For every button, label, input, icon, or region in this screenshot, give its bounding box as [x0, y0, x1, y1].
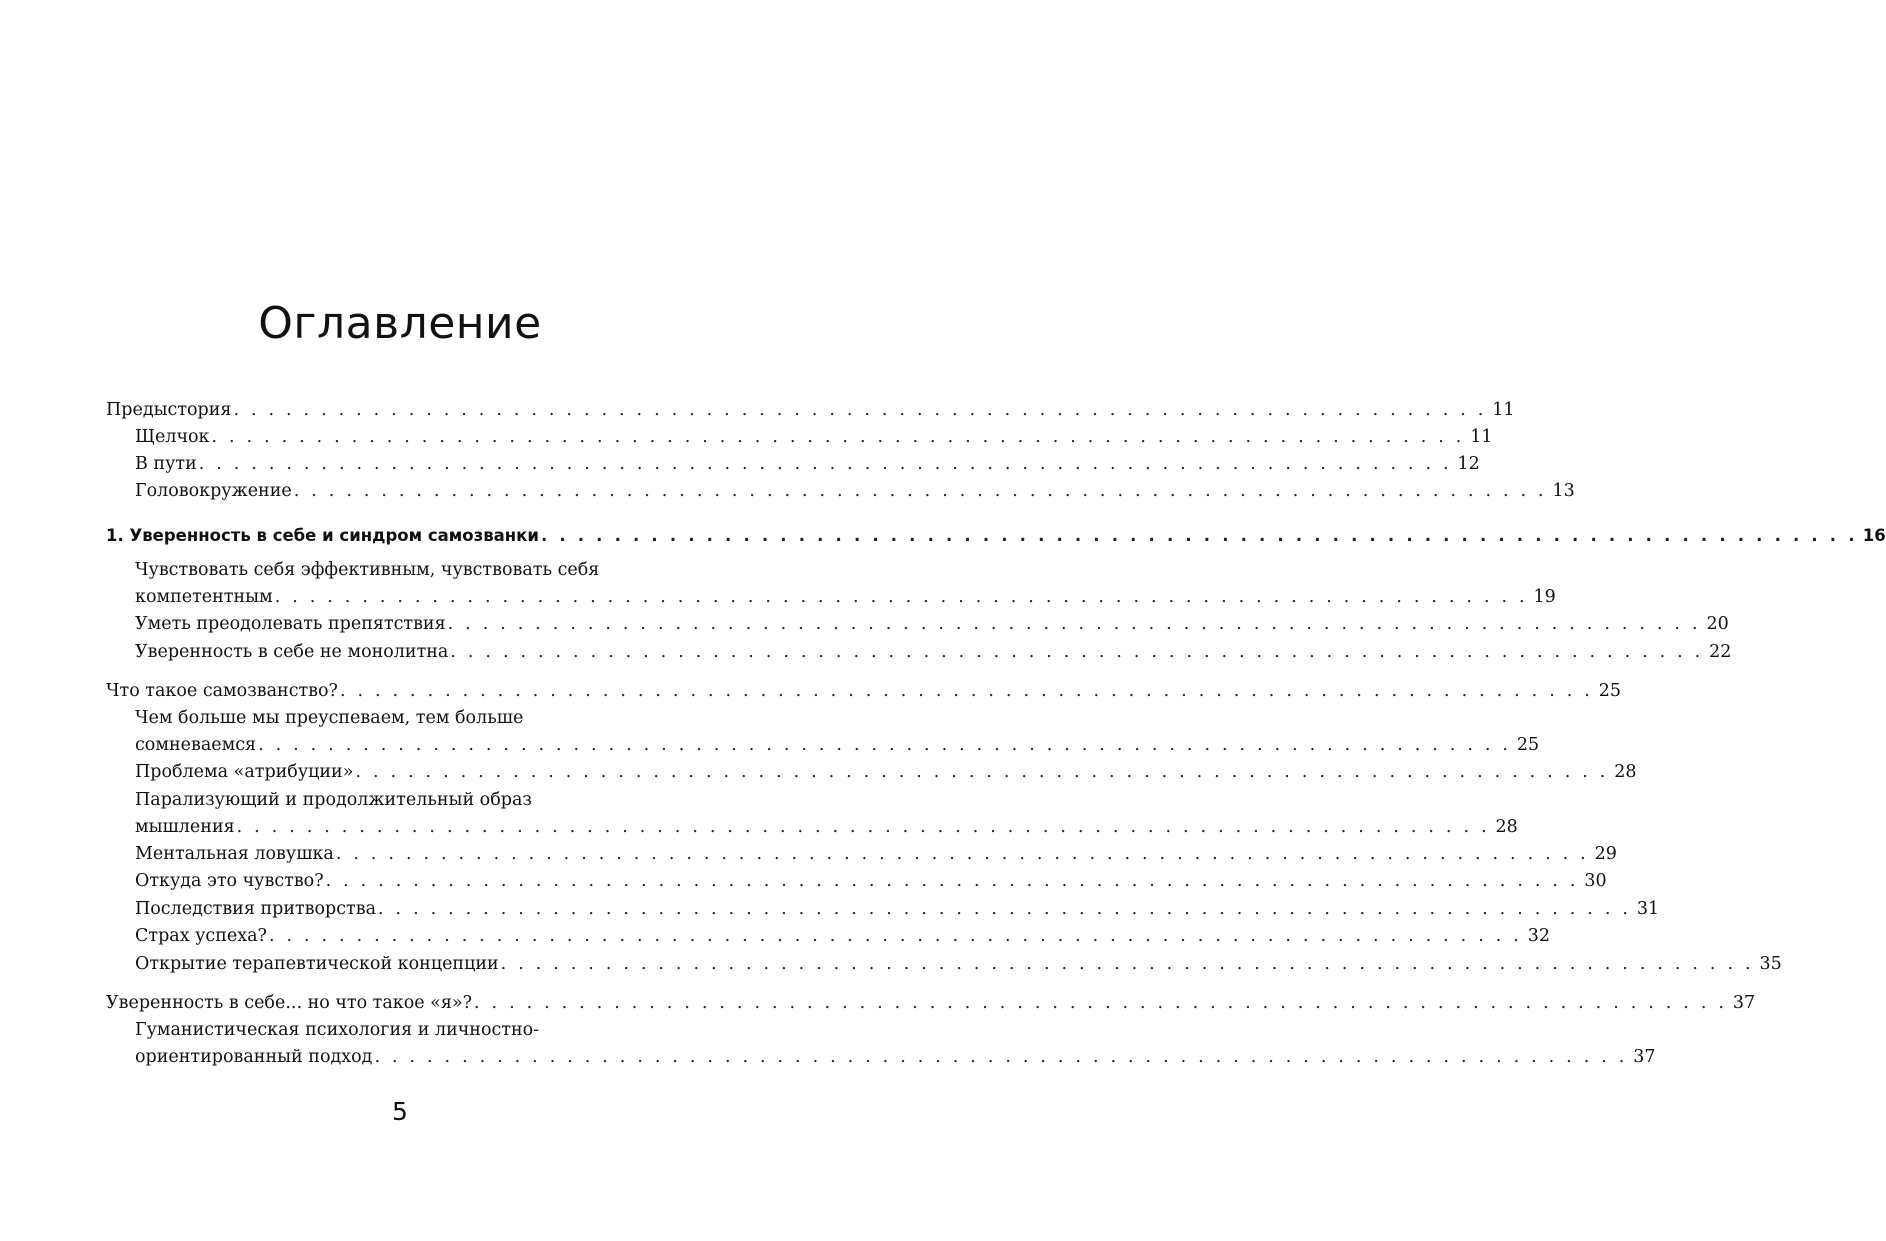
leader-dots: . . . . . . . . . . . . . . . . . . . . . . . . . . . . . . . . . . . . . . . . . . . . . . . . . . . . . . . . . . . . . . . . . . . . . . . .: [335, 844, 1589, 864]
toc-entry-fear-of-success[interactable]: [135, 924, 1551, 948]
toc-entry-label-line1[interactable]: Чувствовать себя эффективным, чувствовать себя: [135, 560, 600, 580]
toc-entry-page: 25: [1516, 735, 1540, 755]
toc-entry-doubt[interactable]: [135, 733, 1540, 757]
toc-entry-page: 13: [1552, 481, 1575, 501]
page-number: 5: [392, 1097, 408, 1126]
toc-entry-person-centered[interactable]: [135, 1045, 1656, 1069]
toc-entry-page: 20: [1706, 614, 1729, 634]
leader-dots: . . . . . . . . . . . . . . . . . . . . . . . . . . . . . . . . . . . . . . . . . . . . . . . . . . . . . . . . . . . . . . . . . . . . . . . .: [339, 681, 1594, 701]
toc-entry-label: Головокружение: [135, 481, 292, 501]
toc-entry-label-line1[interactable]: Парализующий и продолжительный образ: [135, 790, 532, 810]
leader-dots: . . . . . . . . . . . . . . . . . . . . . . . . . . . . . . . . . . . . . . . . . . . . . . . . . . . . . . . . . . . . . . . . . . . . . . . .: [447, 614, 1701, 634]
toc-entry-label-line1[interactable]: Чем больше мы преуспеваем, тем больше: [135, 708, 524, 728]
leader-dots: . . . . . . . . . . . . . . . . . . . . . . . . . . . . . . . . . . . . . . . . . . . . . . . . . . . . . . . . . . . . . . . . . . . . . . . .: [450, 642, 1704, 662]
toc-entry-label: Уверенность в себе не монолитна: [135, 642, 449, 662]
toc-entry-label: Проблема «атрибуции»: [135, 762, 354, 782]
leader-dots: . . . . . . . . . . . . . . . . . . . . . . . . . . . . . . . . . . . . . . . . . . . . . . . . . . . . . . . . . . . . . . . . . . . . . . . .: [540, 526, 1858, 545]
toc-entry-therapeutic-concept[interactable]: [135, 952, 1782, 976]
leader-dots: . . . . . . . . . . . . . . . . . . . . . . . . . . . . . . . . . . . . . . . . . . . . . . . . . . . . . . . . . . . . . . . . . . . . . . . .: [211, 427, 1465, 447]
toc-entry-label: Щелчок: [135, 427, 210, 447]
toc-entry-page: 11: [1470, 427, 1493, 447]
leader-dots: . . . . . . . . . . . . . . . . . . . . . . . . . . . . . . . . . . . . . . . . . . . . . . . . . . . . . . . . . . . . . . . . . . . . . . . .: [236, 817, 1490, 837]
toc-chapter-page: 16: [1862, 526, 1886, 545]
toc-entry-label: Ментальная ловушка: [135, 844, 334, 864]
toc-entry-dizziness[interactable]: [135, 479, 1575, 503]
toc-entry-click[interactable]: [135, 425, 1493, 449]
toc-chapter-1[interactable]: [106, 524, 1886, 548]
toc-entry-label: сомневаемся: [135, 735, 257, 755]
toc-entry-page: 37: [1732, 993, 1756, 1013]
toc-entry-page: 19: [1533, 587, 1556, 607]
toc-entry-where-feeling[interactable]: [135, 869, 1607, 893]
leader-dots: . . . . . . . . . . . . . . . . . . . . . . . . . . . . . . . . . . . . . . . . . . . . . . . . . . . . . . . . . . . . . . . . . . . . . . . .: [500, 954, 1754, 974]
toc-entry-label: Что такое самозванство?: [106, 681, 338, 701]
toc-entry-page: 22: [1709, 642, 1732, 662]
toc-entry-label: Уметь преодолевать препятствия: [135, 614, 446, 634]
leader-dots: . . . . . . . . . . . . . . . . . . . . . . . . . . . . . . . . . . . . . . . . . . . . . . . . . . . . . . . . . . . . . . . . . . . . . . . .: [268, 926, 1523, 946]
toc-entry-label: Открытие терапевтической концепции: [135, 954, 499, 974]
toc-entry-label: Последствия притворства: [135, 899, 377, 919]
toc-entry-label: Уверенность в себе... но что такое «я»?: [106, 993, 473, 1013]
toc-entry-pretending[interactable]: [135, 897, 1660, 921]
toc-entry-obstacles[interactable]: [135, 612, 1729, 636]
toc-entry-not-monolithic[interactable]: [135, 640, 1732, 664]
leader-dots: . . . . . . . . . . . . . . . . . . . . . . . . . . . . . . . . . . . . . . . . . . . . . . . . . . . . . . . . . . . . . . . . . . . . . . . .: [378, 899, 1632, 919]
toc-entry-thinking[interactable]: [135, 815, 1518, 839]
toc-entry-label: Предыстория: [106, 400, 232, 420]
page-title: Оглавление: [258, 298, 542, 349]
toc-entry-what-is-self[interactable]: [106, 991, 1756, 1015]
leader-dots: . . . . . . . . . . . . . . . . . . . . . . . . . . . . . . . . . . . . . . . . . . . . . . . . . . . . . . . . . . . . . . . . . . . . . . . .: [474, 993, 1728, 1013]
toc-chapter-label: 1. Уверенность в себе и синдром самозванки: [106, 526, 539, 545]
leader-dots: . . . . . . . . . . . . . . . . . . . . . . . . . . . . . . . . . . . . . . . . . . . . . . . . . . . . . . . . . . . . . . . . . . . . . . . .: [258, 735, 1512, 755]
toc-entry-label: В пути: [135, 454, 197, 474]
leader-dots: . . . . . . . . . . . . . . . . . . . . . . . . . . . . . . . . . . . . . . . . . . . . . . . . . . . . . . . . . . . . . . . . . . . . . . . .: [355, 762, 1609, 782]
leader-dots: . . . . . . . . . . . . . . . . . . . . . . . . . . . . . . . . . . . . . . . . . . . . . . . . . . . . . . . . . . . . . . . . . . . . . . . .: [325, 871, 1579, 891]
leader-dots: . . . . . . . . . . . . . . . . . . . . . . . . . . . . . . . . . . . . . . . . . . . . . . . . . . . . . . . . . . . . . . . . . . . . . . . .: [293, 481, 1547, 501]
toc-entry-label: мышления: [135, 817, 235, 837]
toc-entry-page: 28: [1495, 817, 1518, 837]
toc-entry-page: 37: [1633, 1047, 1656, 1067]
toc-entry-label-line1[interactable]: Гуманистическая психология и личностно-: [135, 1020, 540, 1040]
toc-entry-page: 25: [1598, 681, 1622, 701]
toc-entry-prehistory[interactable]: [106, 398, 1515, 422]
toc-entry-label: ориентированный подход: [135, 1047, 373, 1067]
toc-entry-page: 32: [1527, 926, 1551, 946]
toc-entry-what-is-impostorism[interactable]: [106, 679, 1622, 703]
toc-entry-mental-trap[interactable]: [135, 842, 1617, 866]
leader-dots: . . . . . . . . . . . . . . . . . . . . . . . . . . . . . . . . . . . . . . . . . . . . . . . . . . . . . . . . . . . . . . . . . . . . . . . .: [233, 400, 1487, 420]
toc-entry-page: 29: [1594, 844, 1617, 864]
toc-entry-label: Страх успеха?: [135, 926, 267, 946]
leader-dots: . . . . . . . . . . . . . . . . . . . . . . . . . . . . . . . . . . . . . . . . . . . . . . . . . . . . . . . . . . . . . . . . . . . . . . . .: [374, 1047, 1628, 1067]
toc-entry-on-the-way[interactable]: [135, 452, 1480, 476]
leader-dots: . . . . . . . . . . . . . . . . . . . . . . . . . . . . . . . . . . . . . . . . . . . . . . . . . . . . . . . . . . . . . . . . . . . . . . . .: [274, 587, 1528, 607]
toc-entry-label: компетентным: [135, 587, 273, 607]
toc-entry-page: 12: [1457, 454, 1480, 474]
toc-entry-label: Откуда это чувство?: [135, 871, 324, 891]
toc-entry-page: 30: [1584, 871, 1607, 891]
toc-entry-page: 31: [1636, 899, 1660, 919]
toc-entry-competent[interactable]: [135, 585, 1556, 609]
toc-entry-page: 35: [1759, 954, 1782, 974]
leader-dots: . . . . . . . . . . . . . . . . . . . . . . . . . . . . . . . . . . . . . . . . . . . . . . . . . . . . . . . . . . . . . . . . . . . . . . . .: [198, 454, 1452, 474]
toc-entry-attribution[interactable]: [135, 760, 1637, 784]
toc-entry-page: 11: [1492, 400, 1515, 420]
toc-entry-page: 28: [1614, 762, 1637, 782]
